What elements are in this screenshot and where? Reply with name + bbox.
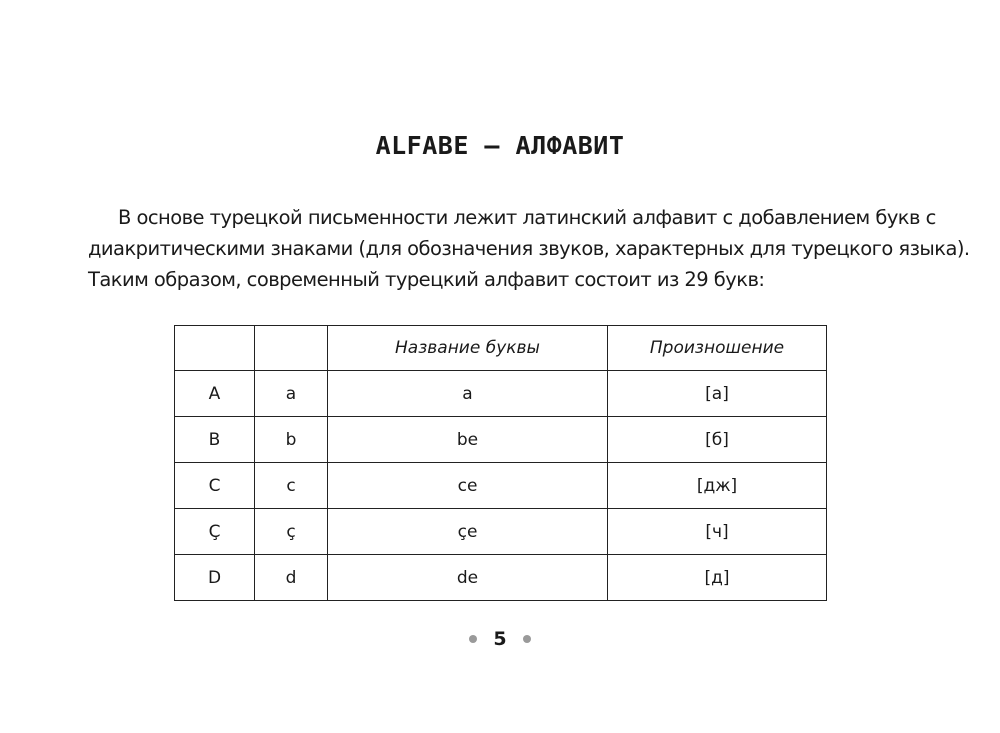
- header-pronunciation: Произношение: [608, 326, 827, 371]
- intro-paragraph: [88, 202, 970, 295]
- uppercase-letter: Ç: [175, 509, 255, 555]
- lowercase-letter: b: [255, 417, 328, 463]
- table-header-row: [175, 326, 827, 371]
- lowercase-letter: a: [255, 371, 328, 417]
- letter-name: de: [328, 555, 608, 601]
- header-lowercase: [255, 326, 328, 371]
- letter-pronunciation: [д]: [608, 555, 827, 601]
- header-letter-name: Название буквы: [328, 326, 608, 371]
- lowercase-letter: ç: [255, 509, 328, 555]
- letter-name: be: [328, 417, 608, 463]
- footer-dot-left: [469, 635, 477, 643]
- uppercase-letter: C: [175, 463, 255, 509]
- table-row: [175, 417, 827, 463]
- alphabet-table: [174, 325, 827, 601]
- page-number: 5: [493, 628, 507, 650]
- table-row: [175, 463, 827, 509]
- intro-line: диакритическими знаками (для обозначения звуков, характерных для турецкого языка).: [88, 237, 970, 260]
- letter-pronunciation: [б]: [608, 417, 827, 463]
- header-uppercase: [175, 326, 255, 371]
- lowercase-letter: c: [255, 463, 328, 509]
- intro-line: Таким образом, современный турецкий алфавит состоит из 29 букв:: [88, 268, 765, 291]
- intro-line: В основе турецкой письменности лежит латинский алфавит с добавлением букв с: [118, 206, 936, 229]
- letter-pronunciation: [ч]: [608, 509, 827, 555]
- lowercase-letter: d: [255, 555, 328, 601]
- page-footer: [0, 626, 1000, 652]
- letter-pronunciation: [дж]: [608, 463, 827, 509]
- table-row: [175, 509, 827, 555]
- letter-name: a: [328, 371, 608, 417]
- letter-pronunciation: [а]: [608, 371, 827, 417]
- letter-name: çe: [328, 509, 608, 555]
- table-row: [175, 555, 827, 601]
- uppercase-letter: A: [175, 371, 255, 417]
- page-title: ALFABE — АЛФАВИТ: [375, 131, 625, 160]
- letter-name: ce: [328, 463, 608, 509]
- table-row: [175, 371, 827, 417]
- uppercase-letter: B: [175, 417, 255, 463]
- footer-dot-right: [523, 635, 531, 643]
- uppercase-letter: D: [175, 555, 255, 601]
